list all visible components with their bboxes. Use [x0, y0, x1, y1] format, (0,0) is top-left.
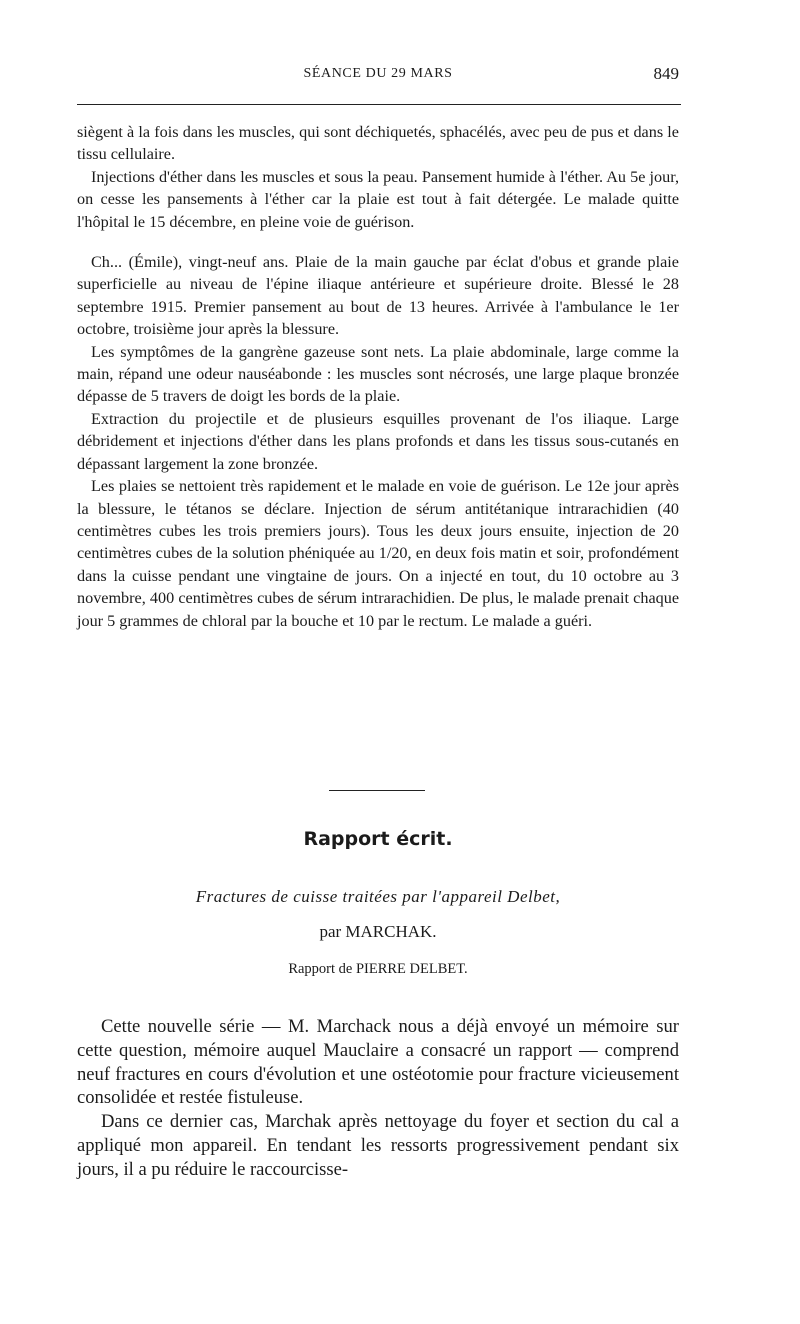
- page-number: 849: [653, 64, 679, 83]
- paragraph: Extraction du projectile et de plusieurs esquilles provenant de l'os iliaque. Large débridement et injections d'éther dans les plans profonds et dans les tissus sous-cutanés en dépassant largement la zone bronzée.: [77, 409, 679, 473]
- paragraph: Ch... (Émile), vingt-neuf ans. Plaie de la main gauche par éclat d'obus et grande plaie superficielle au niveau de l'épine iliaque antérieure et supérieure droite. Blessé le 28 septembre 1915. Premier pansement au bout de 13 heures. Arrivée à l'ambulance le 1er octobre, troisième jour après la blessure.: [77, 253, 679, 339]
- paragraph: Dans ce dernier cas, Marchak après nettoyage du foyer et section du cal a appliqué mon appareil. En tendant les ressorts progressivement pendant six jours, il a pu réduire le raccourcisse-: [77, 1111, 679, 1180]
- section-separator: [329, 790, 425, 791]
- header-rule: [77, 104, 681, 105]
- running-header: [77, 66, 679, 88]
- paragraph: Injections d'éther dans les muscles et sous la peau. Pansement humide à l'éther. Au 5e jour, on cesse les pansements à l'éther car la plaie est tout à fait détergée. Le malade quitte l'hôpital le 15 décembre, en pleine voie de guérison.: [77, 167, 679, 231]
- paragraph: Les plaies se nettoient très rapidement et le malade en voie de guérison. Le 12e jour après la blessure, le tétanos se déclare. Injection de sérum antitétanique intrarachidien (40 centimètres cubes les trois premiers jours). Tous les deux jours ensuite, injection de 20 centimètres cubes de la solution phéniquée au 1/20, en deux fois matin et soir, profondément dans la cuisse pendant une vingtaine de jours. On a injecté en tout, du 10 octobre au 3 novembre, 400 centimètres cubes de sérum intrarachidien. De plus, le malade prenait chaque jour 5 grammes de chloral par la bouche et 10 par le rectum. Le malade a guéri.: [77, 477, 679, 630]
- case-report-text: [77, 121, 679, 632]
- paragraph: Les symptômes de la gangrène gazeuse sont nets. La plaie abdominale, large comme la main, répand une odeur nauséabonde : les muscles sont nécrosés, une large plaque bronzée dépasse de 5 travers de doigt les bords de la plaie.: [77, 342, 679, 406]
- report-subtitle: Fractures de cuisse traitées par l'appareil Delbet,: [195, 887, 561, 906]
- paragraph: Cette nouvelle série — M. Marchack nous a déjà envoyé un mémoire sur cette question, mémoire auquel Mauclaire a consacré un rapport — comprend neuf fractures en cours d'évolution et une ostéotomie pour fracture vicieusement consolidée et restée fistuleuse.: [77, 1016, 679, 1109]
- section-title: Rapport écrit.: [303, 828, 453, 850]
- report-by: Rapport de PIERRE DELBET.: [288, 961, 468, 977]
- report-author: par MARCHAK.: [319, 922, 437, 941]
- report-text: [77, 1015, 679, 1182]
- paragraph: siègent à la fois dans les muscles, qui sont déchiquetés, sphacélés, avec peu de pus et dans le tissu cellulaire.: [77, 123, 679, 164]
- header-title: SÉANCE DU 29 MARS: [303, 66, 453, 81]
